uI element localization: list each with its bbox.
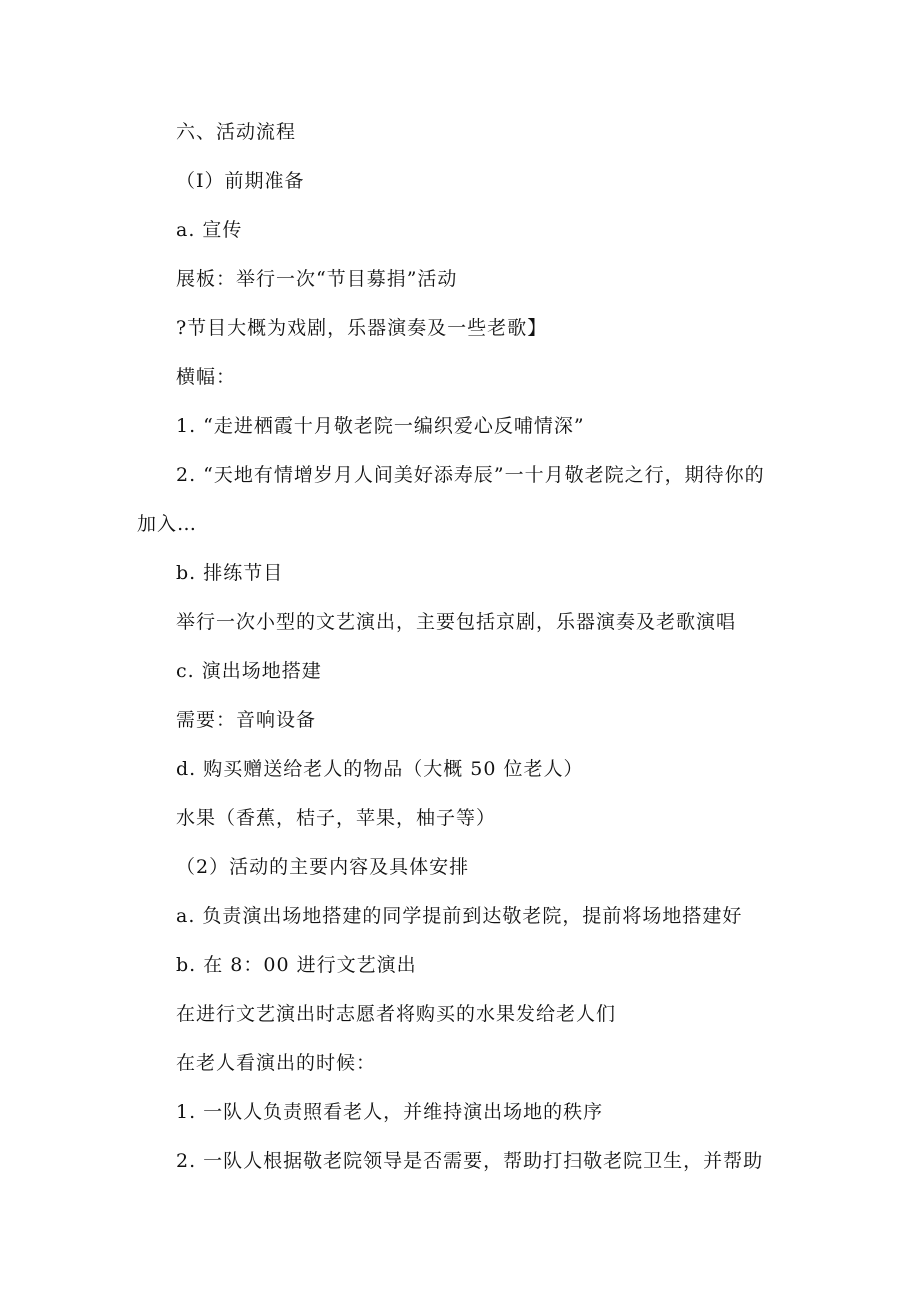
paragraph: 举行一次小型的文艺演出，主要包括京剧，乐器演奏及老歌演唱 [176, 611, 737, 633]
subsection-heading: （2）活动的主要内容及具体安排 [176, 856, 470, 878]
paragraph: 水果（香蕉，桔子，苹果，柚子等） [176, 807, 497, 829]
item-heading: c. 演出场地搭建 [176, 660, 322, 682]
subsection-heading: （I）前期准备 [176, 170, 305, 192]
paragraph: ?节目大概为戏剧，乐器演奏及一些老歌】 [176, 317, 548, 339]
list-item: 1. “走进栖霞十月敬老院一编织爱心反哺情深” [176, 415, 585, 437]
item-heading: a. 负责演出场地搭建的同学提前到达敬老院，提前将场地搭建好 [176, 905, 743, 927]
item-heading: b. 在 8：00 进行文艺演出 [176, 954, 417, 976]
list-item: 1. 一队人负责照看老人，并维持演出场地的秩序 [176, 1101, 604, 1123]
item-heading: a. 宣传 [176, 219, 243, 241]
paragraph: 在进行文艺演出时志愿者将购买的水果发给老人们 [176, 1003, 617, 1025]
item-heading: b. 排练节目 [176, 562, 284, 584]
list-item: 2. 一队人根据敬老院领导是否需要，帮助打扫敬老院卫生，并帮助 [176, 1150, 764, 1172]
paragraph: 展板：举行一次“节目募捐”活动 [176, 268, 458, 290]
item-heading: d. 购买赠送给老人的物品（大概 50 位老人） [176, 758, 584, 780]
paragraph: 横幅： [176, 366, 237, 388]
paragraph: 在老人看演出的时候： [176, 1052, 377, 1074]
paragraph: 需要：音响设备 [176, 709, 317, 731]
list-item-continuation: 加入… [137, 513, 198, 535]
list-item: 2. “天地有情增岁月人间美好添寿辰”一十月敬老院之行，期待你的 [176, 464, 765, 486]
section-heading: 六、活动流程 [176, 121, 297, 143]
